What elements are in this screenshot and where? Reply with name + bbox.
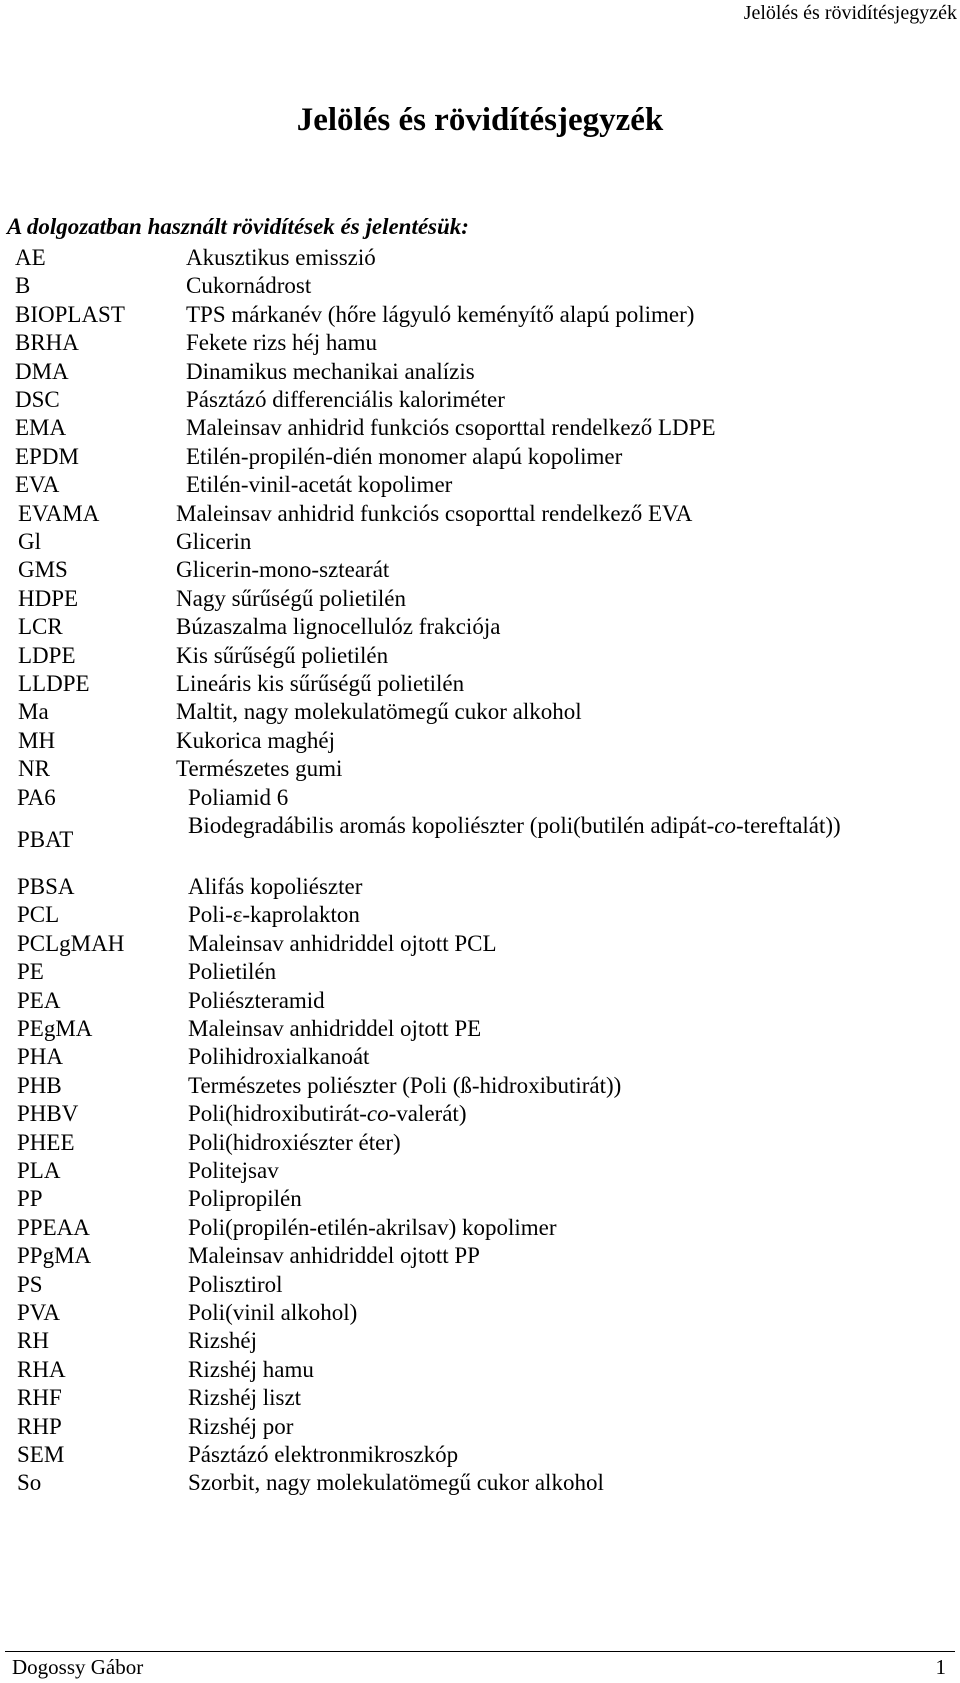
abbreviation-row [0, 900, 960, 930]
abbreviation-row [0, 1468, 960, 1498]
abbreviation-definition: Rizshéj hamu [188, 1356, 314, 1382]
abbreviation-definition: Természetes gumi [176, 756, 343, 782]
abbreviation-definition: Maltit, nagy molekulatömegű cukor alkohol [176, 699, 582, 725]
abbreviation-definition: Természetes poliészter (Poli (ß-hidroxibutirát)) [188, 1072, 622, 1098]
abbreviation-definition: Kukorica maghéj [176, 727, 336, 753]
abbreviation-definition: Etilén-vinil-acetát kopolimer [186, 472, 453, 498]
abbreviation-row [0, 1326, 960, 1356]
abbreviation-row [0, 1128, 960, 1158]
abbreviation-row [0, 612, 960, 642]
abbreviation-row [0, 1412, 960, 1442]
running-header: Jelölés és rövidítésjegyzék [743, 2, 957, 24]
abbreviation-definition: Rizshéj [188, 1328, 257, 1354]
abbreviation-term: PEA [17, 987, 61, 1013]
abbreviation-definition: Fekete rizs héj hamu [186, 330, 377, 356]
abbreviation-definition: Rizshéj liszt [188, 1385, 302, 1411]
abbreviation-term: MH [18, 727, 56, 753]
abbreviation-row [0, 328, 960, 358]
abbreviation-term: PLA [17, 1158, 61, 1184]
abbreviation-term: EVAMA [18, 500, 100, 526]
abbreviation-definition: Maleinsav anhidriddel ojtott PCL [188, 930, 497, 956]
abbreviation-definition: Maleinsav anhidrid funkciós csoporttal rendelkező EVA [176, 500, 693, 526]
abbreviation-term: BIOPLAST [15, 301, 125, 327]
abbreviation-term: PBAT [17, 827, 74, 852]
abbreviation-term: PHA [17, 1044, 64, 1070]
abbreviation-row [0, 697, 960, 727]
abbreviation-definition: Szorbit, nagy molekulatömegű cukor alkohol [188, 1470, 604, 1496]
abbreviation-row [0, 584, 960, 614]
abbreviation-term: LCR [18, 614, 63, 640]
abbreviation-definition: Poliészteramid [188, 987, 325, 1013]
abbreviation-definition: Cukornádrost [186, 273, 312, 299]
abbreviation-row [0, 413, 960, 443]
abbreviation-definition: Biodegradábilis aromás kopoliészter (poli(butilén adipát-co-tereftalát)) [188, 813, 841, 838]
abbreviation-row [0, 929, 960, 959]
abbreviation-term: LLDPE [18, 671, 90, 696]
abbreviation-definition: Glicerin-mono-sztearát [176, 557, 390, 583]
abbreviation-term: EPDM [15, 443, 79, 469]
abbreviation-term: PCL [17, 902, 60, 928]
footer-author: Dogossy Gábor [12, 1655, 144, 1679]
abbreviation-row [0, 385, 960, 415]
abbreviation-row [0, 1184, 960, 1214]
abbreviation-row [0, 754, 960, 784]
abbreviation-row [0, 811, 960, 871]
abbreviation-row [0, 669, 960, 699]
abbreviation-definition: Maleinsav anhidriddel ojtott PP [188, 1243, 480, 1269]
abbreviation-row [0, 271, 960, 301]
abbreviation-definition: Maleinsav anhidrid funkciós csoporttal rendelkező LDPE [186, 415, 716, 441]
abbreviation-term: PHBV [17, 1101, 79, 1127]
abbreviation-row [0, 1383, 960, 1413]
abbreviation-term: PP [17, 1186, 43, 1212]
abbreviation-term: BRHA [15, 330, 79, 356]
abbreviation-term: DSC [15, 387, 60, 412]
abbreviation-row [0, 957, 960, 987]
abbreviation-term: HDPE [18, 585, 79, 611]
abbreviation-row [0, 1355, 960, 1385]
abbreviation-row [0, 357, 960, 387]
abbreviation-row [0, 872, 960, 902]
abbreviation-term: PCLgMAH [17, 930, 125, 956]
abbreviation-definition: Polihidroxialkanoát [188, 1044, 370, 1070]
page-title: Jelölés és rövidítésjegyzék [296, 102, 664, 138]
abbreviation-definition: Nagy sűrűségű polietilén [176, 585, 406, 611]
abbreviation-definition: Poli(hidroxiészter éter) [188, 1129, 401, 1155]
abbreviation-row [0, 1241, 960, 1271]
abbreviation-definition: TPS márkanév (hőre lágyuló keményítő alapú polimer) [186, 301, 695, 327]
abbreviation-row [0, 470, 960, 500]
abbreviation-row [0, 1213, 960, 1243]
abbreviation-term: DMA [15, 358, 69, 384]
abbreviation-term: PHB [17, 1072, 62, 1098]
abbreviation-row [0, 1270, 960, 1300]
abbreviation-term: EVA [15, 472, 60, 498]
abbreviation-row [0, 783, 960, 813]
abbreviation-row [0, 555, 960, 585]
abbreviation-definition: Polietilén [188, 959, 277, 985]
abbreviation-definition: Poli(hidroxibutirát-co-valerát) [188, 1101, 467, 1127]
abbreviation-definition: Polipropilén [188, 1186, 302, 1212]
abbreviation-term: GMS [18, 557, 68, 583]
abbreviation-definition: Pásztázó differenciális kaloriméter [186, 387, 505, 412]
abbreviation-row [0, 986, 960, 1016]
abbreviation-row [0, 499, 960, 529]
abbreviation-definition: Maleinsav anhidriddel ojtott PE [188, 1016, 482, 1042]
abbreviation-row [0, 1298, 960, 1328]
abbreviation-definition: Poli(vinil alkohol) [188, 1300, 358, 1326]
abbreviation-row [0, 243, 960, 273]
abbreviation-definition: Akusztikus emisszió [186, 245, 376, 270]
abbreviation-term: RHA [17, 1356, 66, 1382]
abbreviation-term: PEgMA [17, 1016, 93, 1042]
abbreviation-term: PPgMA [17, 1243, 92, 1269]
footer-page-number: 1 [935, 1655, 946, 1679]
abbreviation-definition: Kis sűrűségű polietilén [176, 642, 389, 668]
abbreviation-row [0, 442, 960, 472]
abbreviation-term: Gl [18, 529, 41, 554]
abbreviation-row [0, 1440, 960, 1470]
abbreviation-term: B [15, 273, 31, 299]
abbreviation-definition: Dinamikus mechanikai analízis [186, 358, 475, 384]
abbreviation-term: PVA [17, 1300, 61, 1326]
abbreviation-term: PPEAA [17, 1214, 90, 1240]
abbreviation-definition: Rizshéj por [188, 1413, 294, 1439]
abbreviation-definition: Glicerin [176, 529, 252, 554]
section-subtitle: A dolgozatban használt rövidítések és jelentésük: [7, 214, 469, 239]
abbreviation-definition: Poli(propilén-etilén-akrilsav) kopolimer [188, 1214, 557, 1240]
abbreviation-term: SEM [17, 1442, 65, 1468]
abbreviation-row [0, 300, 960, 330]
abbreviation-row [0, 527, 960, 557]
abbreviation-term: PA6 [17, 784, 56, 810]
abbreviation-definition: Pásztázó elektronmikroszkóp [188, 1442, 459, 1468]
abbreviation-definition: Poli-ε-kaprolakton [188, 902, 360, 928]
abbreviation-term: LDPE [18, 642, 76, 668]
abbreviation-term: RHP [17, 1413, 62, 1439]
abbreviation-term: EMA [15, 415, 67, 441]
abbreviation-row [0, 1156, 960, 1186]
abbreviation-term: RHF [17, 1385, 62, 1411]
abbreviation-definition: Poliamid 6 [188, 784, 289, 810]
abbreviation-term: NR [18, 756, 50, 782]
abbreviation-row [0, 1071, 960, 1101]
abbreviation-row [0, 726, 960, 756]
abbreviation-term: RH [17, 1328, 49, 1354]
abbreviation-definition: Polisztirol [188, 1271, 283, 1297]
abbreviation-definition: Búzaszalma lignocellulóz frakciója [176, 614, 501, 640]
abbreviation-term: PBSA [17, 874, 75, 900]
abbreviation-row [0, 1099, 960, 1129]
abbreviation-term: PE [17, 959, 44, 985]
abbreviation-definition: Lineáris kis sűrűségű polietilén [176, 671, 465, 696]
abbreviation-term: Ma [18, 699, 49, 725]
abbreviation-term: AE [15, 245, 46, 270]
abbreviation-definition: Alifás kopoliészter [188, 874, 363, 900]
footer-divider [5, 1651, 955, 1652]
abbreviation-definition: Politejsav [188, 1158, 279, 1184]
abbreviation-row [0, 1014, 960, 1044]
abbreviation-term: PS [17, 1271, 43, 1297]
abbreviation-definition: Etilén-propilén-dién monomer alapú kopolimer [186, 443, 623, 469]
abbreviation-row [0, 641, 960, 671]
abbreviation-term: So [17, 1470, 42, 1496]
abbreviation-term: PHEE [17, 1129, 75, 1155]
abbreviation-row [0, 1042, 960, 1072]
